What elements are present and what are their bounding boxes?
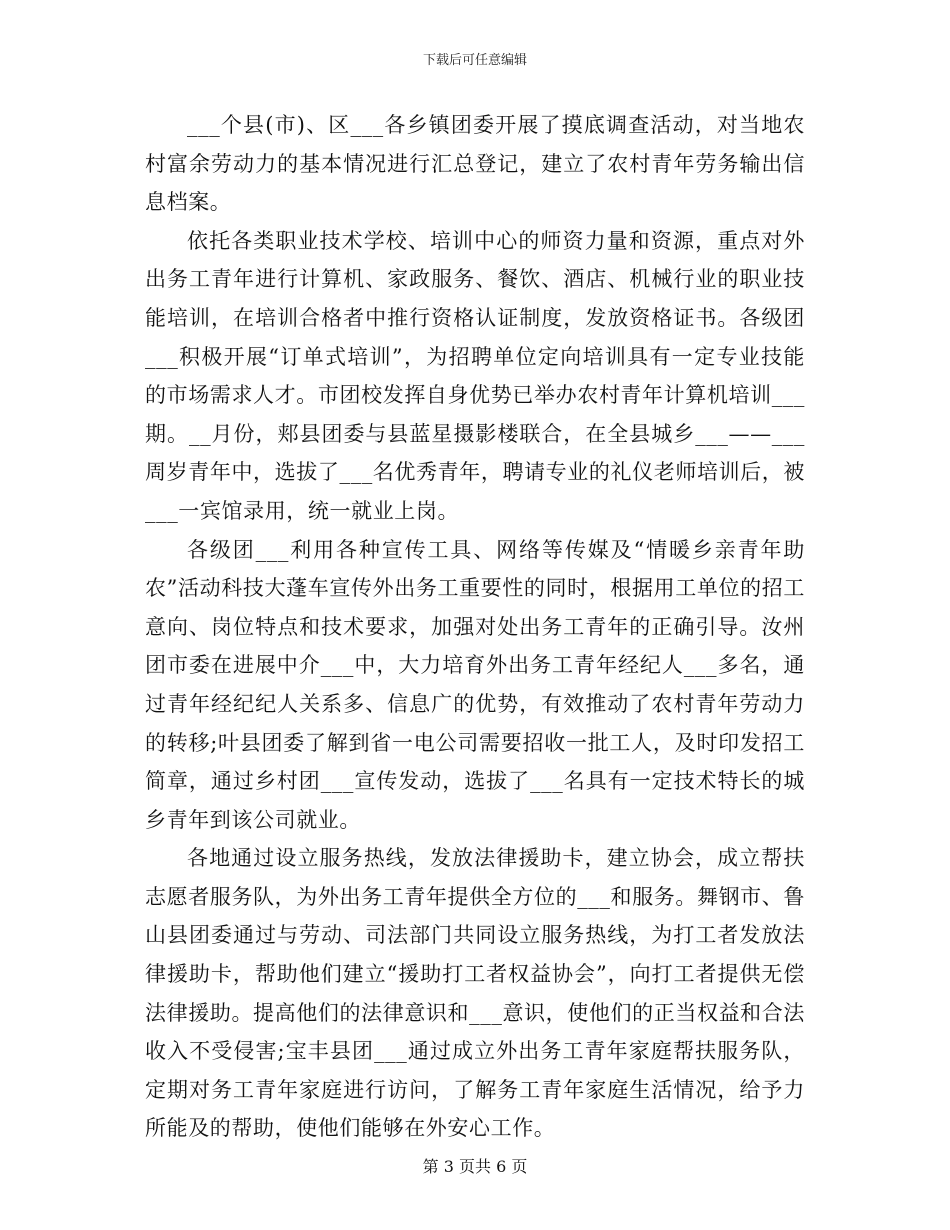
paragraph-1: ___个县(市)、区___各乡镇团委开展了摸底调查活动，对当地农村富余劳动力的基本情况进行汇总登记，建立了农村青年劳务输出信息档案。 xyxy=(145,113,805,215)
document-body xyxy=(145,106,805,1148)
paragraph-3: 各级团___利用各种宣传工具、网络等传媒及“情暖乡亲青年助农”活动科技大蓬车宣传外出务工重要性的同时，根据用工单位的招工意向、岗位特点和技术要求，加强对处出务工青年的正确引导。汝州团市委在进展中介___中，大力培育外出务工青年经纪人___多名，通过青年经纪纪人关系多、信息广的优势，有效推动了农村青年劳动力的转移;叶县团委了解到省一电公司需要招收一批工人，及时印发招工简章，通过乡村团___宣传发动，选拔了___名具有一定技术特长的城乡青年到该公司就业。 xyxy=(145,537,805,832)
paragraph-2: 依托各类职业技术学校、培训中心的师资力量和资源，重点对外出务工青年进行计算机、家政服务、餐饮、酒店、机械行业的职业技能培训，在培训合格者中推行资格认证制度，发放资格证书。各级团___积极开展“订单式培训”，为招聘单位定向培训具有一定专业技能的市场需求人才。市团校发挥自身优势已举办农村青年计算机培训___期。__月份，郏县团委与县蓝星摄影楼联合，在全县城乡___——___周岁青年中，选拔了___名优秀青年，聘请专业的礼仪老师培训后，被___一宾馆录用，统一就业上岗。 xyxy=(145,228,805,523)
paragraph-4: 各地通过设立服务热线，发放法律援助卡，建立协会，成立帮扶志愿者服务队，为外出务工青年提供全方位的___和服务。舞钢市、鲁山县团委通过与劳动、司法部门共同设立服务热线，为打工者发放法律援助卡，帮助他们建立“援助打工者权益协会”，向打工者提供无偿法律援助。提高他们的法律意识和___意识，使他们的正当权益和合法收入不受侵害;宝丰县团___通过成立外出务工青年家庭帮扶服务队，定期对务工青年家庭进行访问，了解务工青年家庭生活情况，给予力所能及的帮助，使他们能够在外安心工作。 xyxy=(145,846,805,1141)
page-header-note: 下载后可任意编辑 xyxy=(422,53,527,68)
page-number: 第 3 页共 6 页 xyxy=(422,1157,528,1176)
